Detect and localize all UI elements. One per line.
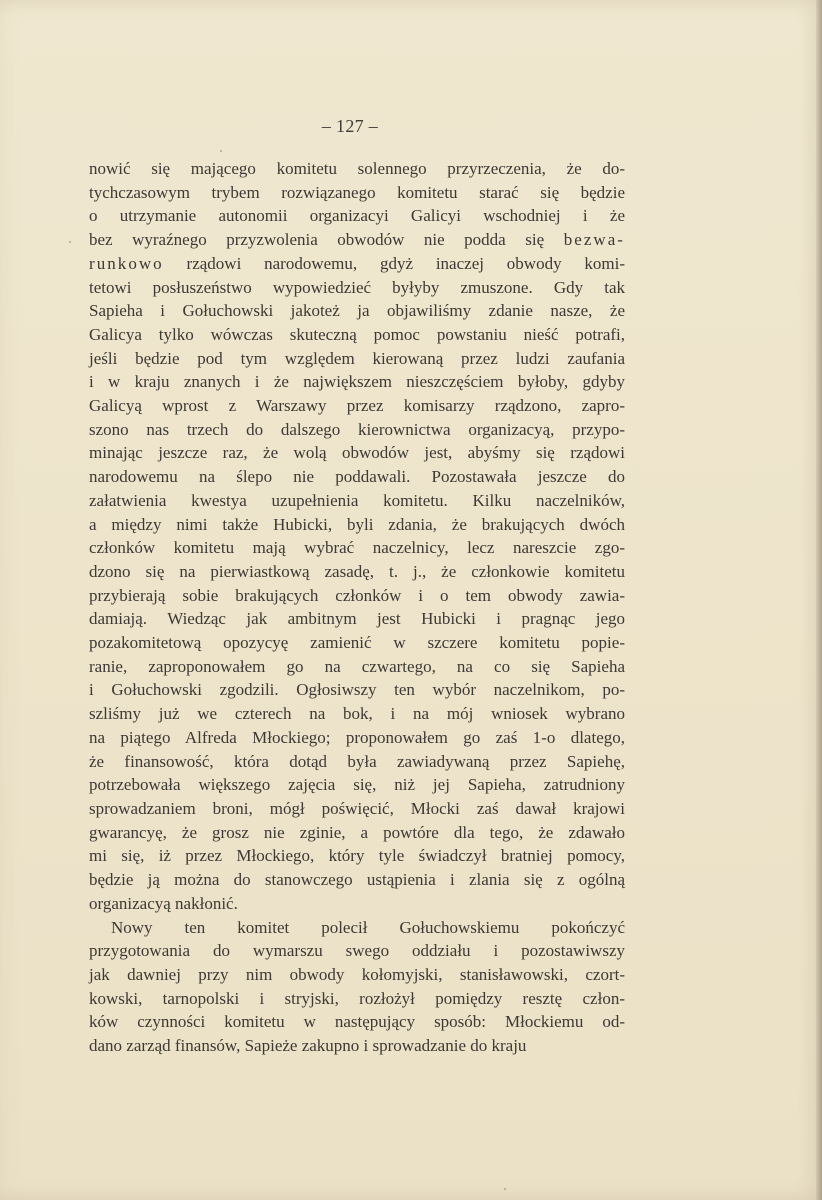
text-segment: rządowi narodowemu, gdyż inaczej obwody komi- [163, 253, 625, 273]
text-line: nowić się mającego komitetu solennego przyrzeczenia, że do- [89, 159, 625, 178]
text-line: szono nas trzech do dalszego kierownictwa organizacyą, przypo- [89, 419, 625, 439]
text-segment: bez wyraźnego przyzwolenia obwodów nie podda się [89, 230, 545, 250]
text-line: załatwienia kwestya uzupełnienia komitetu. Kilku naczelników, [89, 490, 625, 510]
text-line: dzono się na pierwiastkową zasadę, t. j., że członkowie komitetu [89, 561, 625, 581]
paper-speck [69, 241, 71, 243]
text-line: organizacyą nakłonić. [89, 893, 238, 913]
text-line: potrzebowała większego zajęcia się, niż jej Sapieha, zatrudniony [89, 775, 625, 795]
text-line: i w kraju znanych i że największem nieszczęściem byłoby, gdyby [89, 372, 625, 392]
text-line: na piątego Alfreda Młockiego; proponowałem go zaś 1-o dlatego, [89, 727, 625, 747]
text-line: przygotowania do wymarszu swego oddziału i pozostawiwszy [89, 941, 625, 961]
text-line: że finansowość, która dotąd była zawiadywaną przez Sapiehę, [89, 751, 625, 771]
text-line: jak dawniej przy nim obwody kołomyjski, stanisławowski, czort- [89, 964, 625, 984]
body-text [89, 157, 625, 1058]
page-number-value: 127 [336, 116, 364, 136]
text-line: a między nimi także Hubicki, byli zdania, że brakujących dwóch [89, 514, 625, 534]
text-line: Galicya tylko wówczas skuteczną pomoc powstaniu nieść potrafi, [89, 324, 625, 344]
text-line: o utrzymanie autonomii organizacyi Galicyi wschodniej i że [89, 206, 625, 226]
text-line: minając jeszcze raz, że wolą obwodów jest, abyśmy się rządowi [89, 443, 625, 463]
text-line: Nowy ten komitet polecił Gołuchowskiemu pokończyć [111, 917, 625, 937]
page-number-dash-left: – [321, 116, 332, 136]
text-line: Galicyą wprost z Warszawy przez komisarzy rządzono, zapro- [89, 396, 625, 416]
paper-speck [504, 1188, 506, 1190]
page-edge [816, 0, 822, 1200]
text-line: członków komitetu mają wybrać naczelnicy, lecz nareszcie zgo- [89, 538, 625, 558]
text-line: gwarancyę, że grosz nie zginie, a powtóre dla tego, że zdawało [89, 822, 625, 842]
text-line: szliśmy już we czterech na bok, i na mój wniosek wybrano [89, 704, 625, 724]
text-line: dano zarząd finansów, Sapieże zakupno i sprowadzanie do kraju [89, 1036, 527, 1056]
paper-speck [220, 150, 222, 152]
page-number-dash-right: – [368, 116, 379, 136]
spaced-word: bezwa- [563, 230, 626, 250]
text-line: sprowadzaniem broni, mógł poświęcić, Młocki zaś dawał krajowi [89, 798, 625, 818]
text-line: pozakomitetową opozycyę zamienić w szczere komitetu popie- [89, 633, 625, 653]
text-line [89, 252, 625, 276]
page-number [0, 116, 700, 137]
text-line: kowski, tarnopolski i stryjski, rozłożył pomiędzy resztę człon- [89, 988, 625, 1008]
text-line: i Gołuchowski zgodzili. Ogłosiwszy ten wybór naczelnikom, po- [89, 680, 625, 700]
text-line: narodowemu na ślepo nie poddawali. Pozostawała jeszcze do [89, 467, 625, 487]
text-line [89, 228, 625, 252]
text-line: mi się, iż przez Młockiego, który tyle świadczył bratniej pomocy, [89, 846, 625, 866]
text-line: tetowi posłuszeństwo wypowiedzieć byłyby zmuszone. Gdy tak [89, 277, 625, 297]
text-line: jeśli będzie pod tym względem kierowaną przez ludzi zaufania [89, 348, 625, 368]
paper-speck [97, 1022, 99, 1024]
text-line: będzie ją można do stanowczego ustąpienia i zlania się z ogólną [89, 870, 625, 890]
text-line: tychczasowym trybem rozwiązanego komitetu starać się będzie [89, 182, 625, 202]
spaced-word: runkowo [89, 253, 164, 273]
text-line: damiają. Wiedząc jak ambitnym jest Hubicki i pragnąc jego [89, 609, 625, 629]
text-line: przybierają sobie brakujących członków i o tem obwody zawia- [89, 585, 625, 605]
text-line: ranie, zaproponowałem go na czwartego, na co się Sapieha [89, 656, 625, 676]
text-line: ków czynności komitetu w następujący sposób: Młockiemu od- [89, 1012, 625, 1032]
text-line: Sapieha i Gołuchowski jakoteż ja objawiliśmy zdanie nasze, że [89, 301, 625, 321]
